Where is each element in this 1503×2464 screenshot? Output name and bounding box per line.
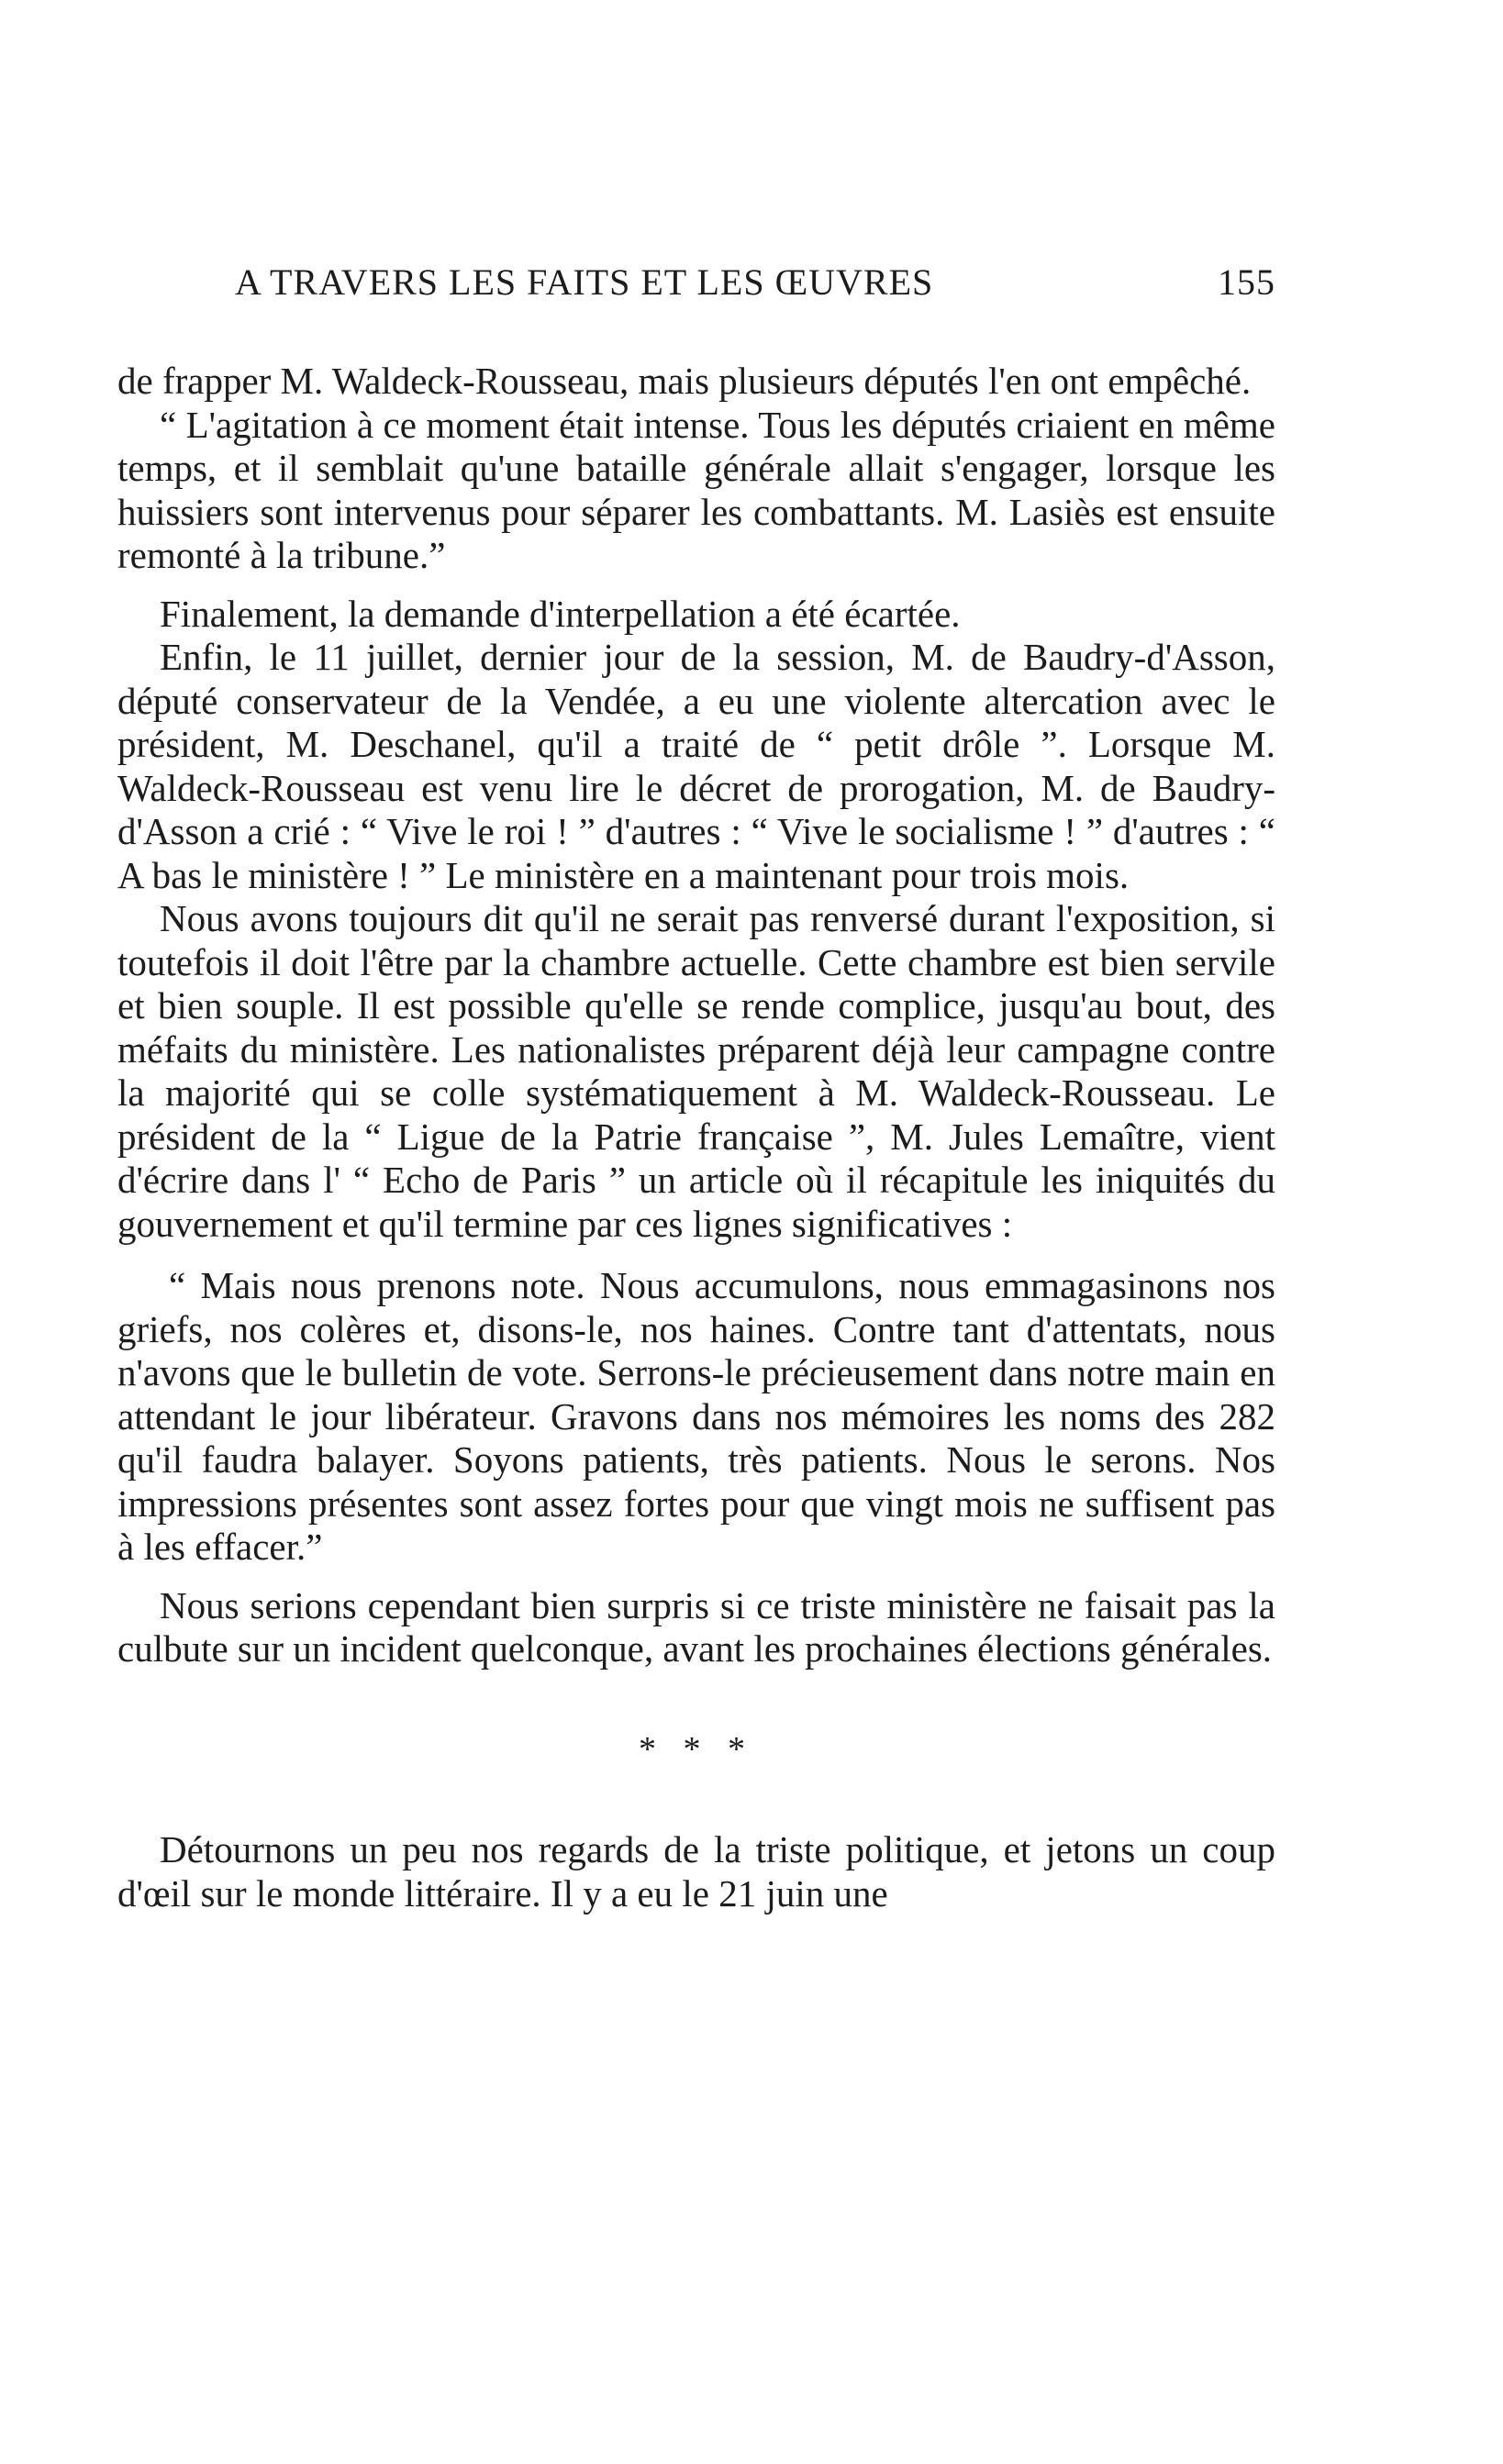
paragraph-7: Détournons un peu nos regards de la triste politique, et jetons un coup d'œil sur le monde littéraire. Il y a eu le 21 juin une [117,1828,1275,1915]
quotation-text: “ Mais nous prenons note. Nous accumulons, nous emmagasinons nos griefs, nos colères et, disons-le, nos haines. Contre tant d'attentats, nous n'avons que le bulletin de vote. Serrons-le précieusement dans notre main en attendant le jour libérateur. Gravons dans nos mémoires les noms des 282 qu'il faudra balayer. Soyons patients, très patients. Nous le serons. Nos impressions présentes sont assez fortes pour que vingt mois ne suffisent pas à les effacer.” [117,1264,1275,1568]
section-separator: * * * [639,1729,754,1769]
paragraph-3: Finalement, la demande d'interpellation a été écartée. [160,592,961,635]
paragraph-5: Nous avons toujours dit qu'il ne serait pas renversé durant l'exposition, si toutefois il doit l'être par la chambre actuelle. Cette chambre est bien servile et bien souple. Il est possible qu'elle se rende complice, jusqu'au bout, des méfaits du ministère. Les nationalistes préparent déjà leur campagne contre la majorité qui se colle systématiquement à M. Waldeck-Rousseau. Le président de la “ Ligue de la Patrie française ”, M. Jules Lemaître, vient d'écrire dans l' “ Echo de Paris ” un article où il récapitule les iniquités du gouvernement et qu'il termine par ces lignes significatives : [117,897,1275,1245]
running-title: A TRAVERS LES FAITS ET LES ŒUVRES [235,261,934,303]
paragraph-6: Nous serions cependant bien surpris si ce triste ministère ne faisait pas la culbute sur un incident quelconque, avant les prochaines élections générales. [117,1583,1275,1670]
quotation [117,1264,1275,1570]
book-page [117,0,1275,2464]
paragraph-2: “ L'agitation à ce moment était intense. Tous les députés criaient en même temps, et il semblait qu'une bataille générale allait s'engager, lorsque les huissiers sont intervenus pour séparer les combattants. M. Lasiès est ensuite remonté à la tribune.” [117,403,1275,576]
paragraph-4: Enfin, le 11 juillet, dernier jour de la session, M. de Baudry-d'Asson, député conservateur de la Vendée, a eu une violente altercation avec le président, M. Deschanel, qu'il a traité de “ petit drôle ”. Lorsque M. Waldeck-Rousseau est venu lire le décret de prorogation, M. de Baudry-d'Asson a crié : “ Vive le roi ! ” d'autres : “ Vive le socialisme ! ” d'autres : “ A bas le ministère ! ” Le ministère en a maintenant pour trois mois. [117,636,1275,896]
paragraph-1: de frapper M. Waldeck-Rousseau, mais plusieurs députés l'en ont empêché. [117,360,1252,402]
body-text [117,360,1275,1915]
running-head [117,261,1275,316]
page-number: 155 [1218,261,1275,303]
